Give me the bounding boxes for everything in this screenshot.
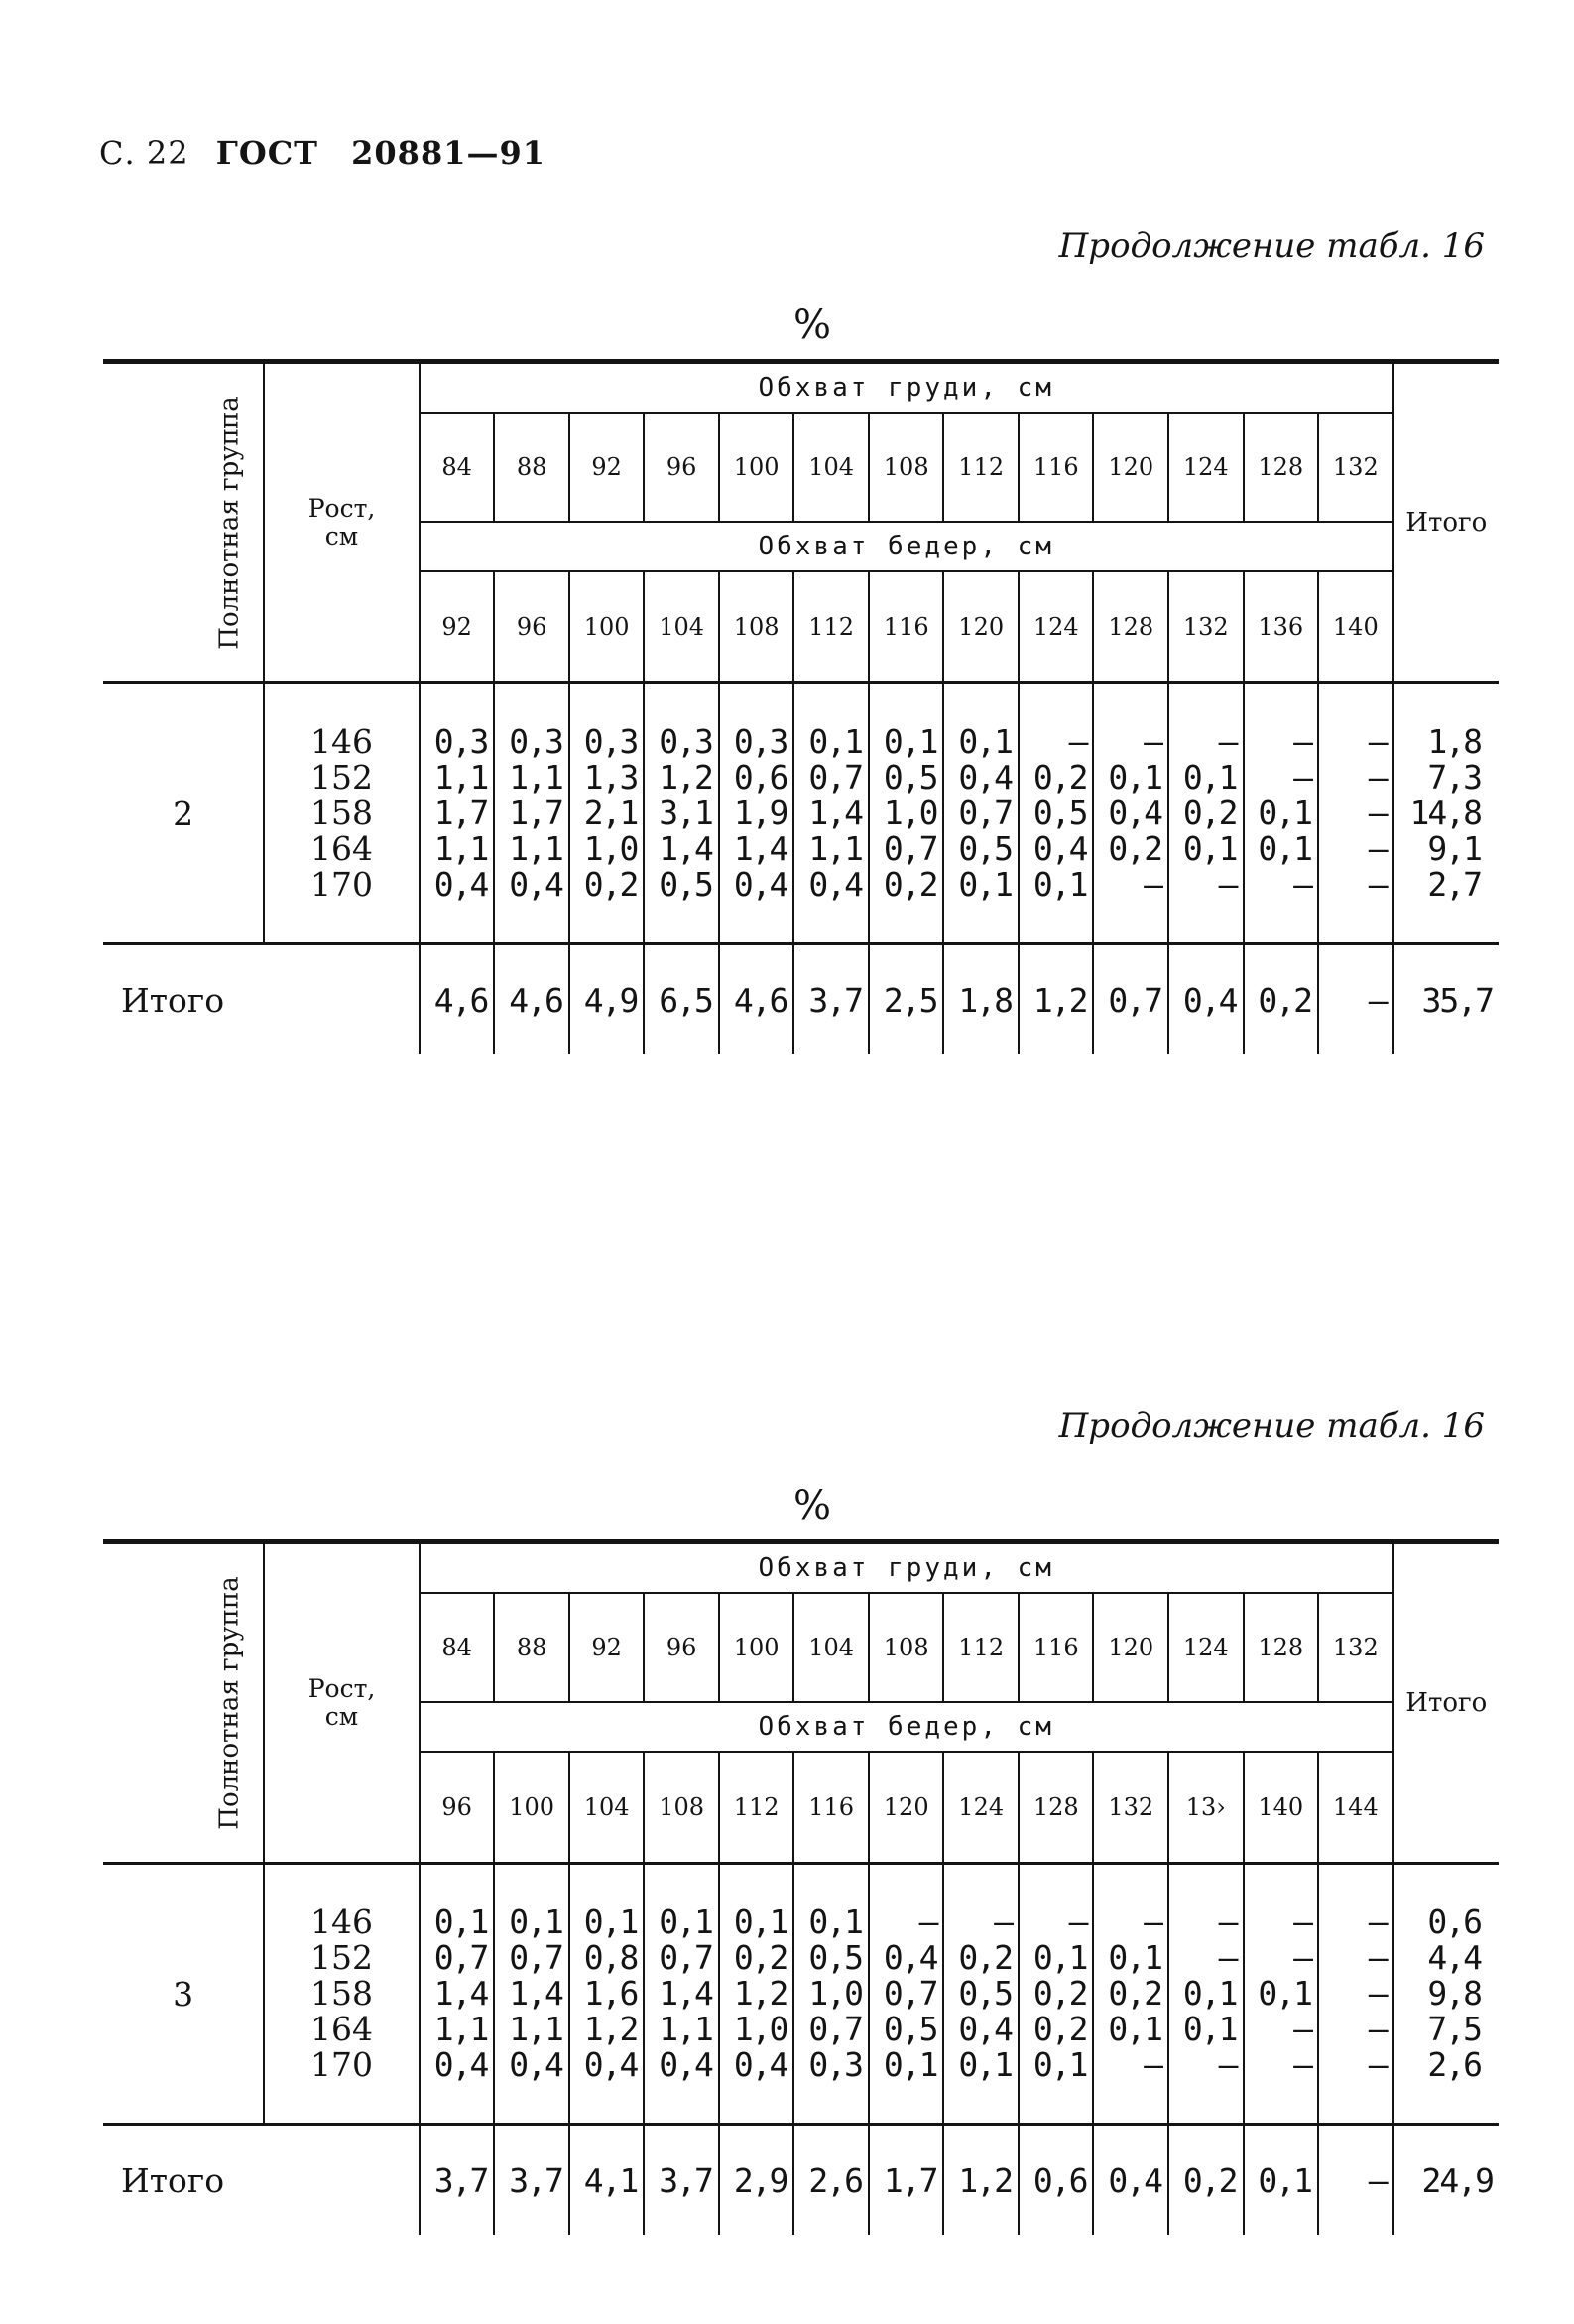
percent-cell: 0,7 [808,2010,862,2048]
percent-cell: — [1368,1974,1387,2013]
hip-size: 13› [1168,1752,1244,1864]
fullness-group: 3 [103,1864,264,2125]
percent-cell: 0,7 [883,1974,937,2013]
hip-size: 136 [1244,571,1319,683]
unit-label: % [793,303,832,348]
column-total: 2,5 [869,944,944,1055]
percent-cell: 0,1 [1032,2045,1087,2084]
percent-cell: 0,1 [1182,2010,1237,2048]
hip-header: Обхват бедер, см [420,1702,1393,1752]
size-distribution-table [103,359,1499,1054]
chest-size: 128 [1244,1593,1319,1702]
percent-cell: — [1293,758,1312,796]
percent-cell: 0,2 [958,1938,1012,1977]
percent-cell: — [1293,1938,1312,1977]
row-total: 2,6 [1427,2045,1481,2084]
percent-cell: — [1293,1902,1312,1941]
column-total: 3,7 [793,944,869,1055]
height-value: 164 [310,829,374,868]
percent-cell: 2,1 [583,794,638,832]
percent-cell: 0,1 [583,1902,638,1941]
percent-cell: 0,1 [509,1902,562,1941]
hip-size: 100 [569,571,645,683]
hip-size: 128 [1019,1752,1094,1864]
percent-cell: 0,2 [733,1938,787,1977]
hip-size: 132 [1093,1752,1168,1864]
percent-cell: 1,1 [808,829,862,868]
percent-cell: 1,4 [509,1974,562,2013]
chest-size: 108 [869,1593,944,1702]
percent-cell: 0,1 [1182,758,1237,796]
percent-cell: 0,1 [733,1902,787,1941]
hip-size: 96 [494,571,569,683]
column-total: 4,6 [420,944,495,1055]
height-value: 146 [310,722,374,761]
percent-cell: 1,0 [583,829,638,868]
total-header: Итого [1393,1542,1499,1864]
percent-cell: 0,3 [433,722,488,761]
chest-size: 96 [644,1593,719,1702]
percent-cell: 0,4 [733,2045,787,2084]
percent-column [1244,683,1319,944]
height-value: 158 [310,794,374,832]
row-total: 0,6 [1427,1902,1481,1941]
percent-cell: 0,7 [883,829,937,868]
percent-cell: 0,2 [1182,794,1237,832]
table-caption: Продолжение табл. 16 [1058,1407,1485,1446]
percent-cell: 1,3 [583,758,638,796]
percent-cell: 0,1 [1108,758,1161,796]
chest-size: 132 [1318,1593,1393,1702]
percent-cell: 0,4 [509,865,562,904]
chest-size: 100 [719,1593,794,1702]
percent-cell: 1,2 [583,2010,638,2048]
percent-cell: 0,1 [808,1902,862,1941]
percent-column [1318,683,1393,944]
height-header [264,362,420,683]
percent-cell: 0,1 [1108,2010,1161,2048]
percent-cell: — [1218,1902,1237,1941]
percent-cell: 0,4 [883,1938,937,1977]
percent-cell: 1,1 [433,829,488,868]
percent-cell: 0,1 [1258,829,1312,868]
percent-cell: 0,1 [1108,1938,1161,1977]
height-value: 152 [310,758,374,796]
percent-cell: 1,1 [433,2010,488,2048]
percent-cell: 0,7 [659,1938,712,1977]
percent-column [420,1864,495,2125]
percent-column [569,1864,645,2125]
row-total-list [1393,1864,1499,2125]
column-total: 3,7 [644,2125,719,2236]
percent-cell: — [1144,1902,1161,1941]
percent-cell: 1,0 [733,2010,787,2048]
column-total: — [1318,2125,1393,2236]
percent-cell: 1,7 [509,794,562,832]
chest-size: 124 [1168,1593,1244,1702]
percent-column [793,1864,869,2125]
percent-column [420,683,495,944]
percent-cell: 0,5 [883,758,937,796]
column-total: 0,1 [1244,2125,1319,2236]
chest-size: 124 [1168,413,1244,522]
percent-column [644,1864,719,2125]
percent-cell: 0,1 [883,2045,937,2084]
column-total: 1,2 [943,2125,1019,2236]
column-total: 0,4 [1093,2125,1168,2236]
percent-cell: 0,2 [1032,2010,1087,2048]
chest-size: 100 [719,413,794,522]
percent-cell: 0,2 [1032,1974,1087,2013]
percent-cell: — [1218,2045,1237,2084]
hip-size: 108 [719,571,794,683]
percent-cell: 0,1 [659,1902,712,1941]
percent-cell: 0,8 [583,1938,638,1977]
percent-cell: 0,2 [583,865,638,904]
fullness-group: 2 [103,683,264,944]
height-header [264,1542,420,1864]
row-total: 2,7 [1427,865,1481,904]
group-header [103,1542,264,1864]
percent-cell: 1,4 [659,829,712,868]
percent-cell: 0,3 [808,2045,862,2084]
percent-cell: 0,4 [958,758,1012,796]
percent-cell: 0,3 [583,722,638,761]
percent-cell: — [1368,1938,1387,1977]
percent-column [719,1864,794,2125]
percent-cell: 0,5 [1032,794,1087,832]
column-total: 1,2 [1019,944,1094,1055]
percent-cell: 0,4 [433,2045,488,2084]
hip-size: 144 [1318,1752,1393,1864]
percent-cell: 1,1 [433,758,488,796]
hip-size: 128 [1093,571,1168,683]
hip-size: 120 [869,1752,944,1864]
column-total: 4,9 [569,944,645,1055]
percent-cell: 0,7 [958,794,1012,832]
percent-cell: 1,4 [659,1974,712,2013]
percent-cell: — [1144,865,1161,904]
height-value: 152 [310,1938,374,1977]
percent-cell: — [1368,1902,1387,1941]
grand-total: 35,7 [1393,944,1499,1055]
percent-cell: — [1368,2045,1387,2084]
percent-cell: 1,2 [659,758,712,796]
percent-cell: 0,4 [1032,829,1087,868]
row-total: 4,4 [1427,1938,1481,1977]
percent-column [1093,683,1168,944]
column-total: 0,2 [1168,2125,1244,2236]
chest-size: 104 [793,413,869,522]
percent-cell: 0,5 [883,2010,937,2048]
column-total: 1,7 [869,2125,944,2236]
chest-size: 116 [1019,413,1094,522]
height-value: 158 [310,1974,374,2013]
hip-size: 124 [943,1752,1019,1864]
hip-size: 116 [869,571,944,683]
height-value: 170 [310,865,374,904]
total-row-label: Итого [103,2125,420,2236]
height-list [264,1864,420,2125]
percent-column [1019,683,1094,944]
percent-column [793,683,869,944]
percent-cell: — [1218,865,1237,904]
percent-cell: 0,5 [808,1938,862,1977]
hip-size: 140 [1244,1752,1319,1864]
group-header [103,362,264,683]
hip-size: 124 [1019,571,1094,683]
page-header [99,134,545,172]
group-header-text: Полнотная группа [214,1576,245,1830]
row-total: 9,1 [1427,829,1481,868]
table-caption: Продолжение табл. 16 [1058,226,1485,266]
percent-cell: 1,1 [509,829,562,868]
row-total: 7,5 [1427,2010,1481,2048]
percent-column [1093,1864,1168,2125]
column-total: 1,8 [943,944,1019,1055]
hip-size: 108 [644,1752,719,1864]
percent-cell: 0,2 [1032,758,1087,796]
percent-column [494,1864,569,2125]
percent-cell: 0,3 [659,722,712,761]
chest-size: 112 [943,1593,1019,1702]
row-total-list [1393,683,1499,944]
percent-cell: 0,4 [958,2010,1012,2048]
percent-cell: — [1068,722,1087,761]
size-distribution-table [103,1539,1499,2235]
percent-cell: 0,7 [808,758,862,796]
hip-size: 100 [494,1752,569,1864]
percent-cell: — [1293,722,1312,761]
total-row-label: Итого [103,944,420,1055]
percent-cell: 1,0 [808,1974,862,2013]
percent-cell: 1,6 [583,1974,638,2013]
hip-size: 120 [943,571,1019,683]
chest-header: Обхват груди, см [420,362,1393,414]
percent-cell: 1,1 [509,2010,562,2048]
chest-header: Обхват груди, см [420,1542,1393,1594]
percent-cell: 0,6 [733,758,787,796]
percent-column [644,683,719,944]
height-value: 146 [310,1902,374,1941]
percent-column [869,1864,944,2125]
chest-size: 108 [869,413,944,522]
group-header-text: Полнотная группа [214,396,245,650]
column-total: 4,6 [719,944,794,1055]
column-total: 4,1 [569,2125,645,2236]
percent-cell: — [1368,794,1387,832]
percent-cell: 0,5 [958,829,1012,868]
height-header-line: см [324,1702,359,1731]
percent-cell: 1,4 [808,794,862,832]
column-total: 3,7 [494,2125,569,2236]
percent-cell: 0,3 [509,722,562,761]
percent-cell: 0,1 [433,1902,488,1941]
percent-cell: 0,1 [1258,794,1312,832]
percent-cell: — [1368,722,1387,761]
percent-cell: 0,1 [883,722,937,761]
chest-size: 120 [1093,1593,1168,1702]
percent-cell: 0,1 [1258,1974,1312,2013]
column-total: 0,2 [1244,944,1319,1055]
percent-cell: — [1293,2045,1312,2084]
percent-cell: 0,2 [1108,1974,1161,2013]
row-total: 1,8 [1427,722,1481,761]
column-total: 0,6 [1019,2125,1094,2236]
percent-cell: — [1368,865,1387,904]
height-header-line: Рост, [307,1674,376,1703]
percent-cell: — [1368,2010,1387,2048]
percent-cell: 1,2 [733,1974,787,2013]
percent-column [1168,1864,1244,2125]
percent-column [494,683,569,944]
percent-cell: 1,1 [659,2010,712,2048]
percent-column [943,683,1019,944]
hip-size: 140 [1318,571,1393,683]
percent-cell: — [1368,758,1387,796]
percent-cell: — [1218,722,1237,761]
percent-cell: — [1218,1938,1237,1977]
percent-cell: 0,4 [1108,794,1161,832]
percent-cell: 0,1 [958,2045,1012,2084]
percent-column [869,683,944,944]
percent-cell: 0,4 [583,2045,638,2084]
chest-size: 120 [1093,413,1168,522]
percent-cell: 0,7 [433,1938,488,1977]
percent-cell: 0,4 [659,2045,712,2084]
percent-cell: 0,3 [733,722,787,761]
percent-cell: 0,1 [958,865,1012,904]
percent-cell: — [1144,2045,1161,2084]
total-header: Итого [1393,362,1499,683]
column-total: 2,9 [719,2125,794,2236]
percent-cell: 0,4 [433,865,488,904]
percent-cell: 1,1 [509,758,562,796]
percent-cell: 3,1 [659,794,712,832]
percent-cell: 0,2 [1108,829,1161,868]
percent-column [1168,683,1244,944]
height-value: 164 [310,2010,374,2048]
percent-cell: 1,4 [733,829,787,868]
percent-cell: 0,5 [958,1974,1012,2013]
percent-cell: — [1144,722,1161,761]
hip-size: 112 [719,1752,794,1864]
percent-column [1318,1864,1393,2125]
percent-cell: 1,7 [433,794,488,832]
row-total: 14,8 [1409,794,1481,832]
column-total: — [1318,944,1393,1055]
hip-size: 116 [793,1752,869,1864]
percent-cell: — [1293,2010,1312,2048]
percent-column [1244,1864,1319,2125]
chest-size: 132 [1318,413,1393,522]
percent-cell: 0,1 [1032,865,1087,904]
hip-size: 96 [420,1752,495,1864]
percent-cell: — [1068,1902,1087,1941]
standard-number: 20881—91 [351,134,545,172]
percent-cell: 1,4 [433,1974,488,2013]
hip-header: Обхват бедер, см [420,522,1393,571]
column-total: 6,5 [644,944,719,1055]
percent-cell: 0,4 [808,865,862,904]
chest-size: 104 [793,1593,869,1702]
chest-size: 88 [494,1593,569,1702]
column-total: 2,6 [793,2125,869,2236]
height-list [264,683,420,944]
page-number: С. 22 [99,134,189,172]
chest-size: 128 [1244,413,1319,522]
height-header-line: см [324,522,359,550]
column-total: 0,4 [1168,944,1244,1055]
percent-cell: 0,1 [1182,1974,1237,2013]
chest-size: 92 [569,413,645,522]
percent-column [719,683,794,944]
hip-size: 104 [644,571,719,683]
chest-size: 88 [494,413,569,522]
grand-total: 24,9 [1393,2125,1499,2236]
chest-size: 116 [1019,1593,1094,1702]
hip-size: 92 [420,571,495,683]
hip-size: 104 [569,1752,645,1864]
chest-size: 112 [943,413,1019,522]
percent-cell: 0,5 [659,865,712,904]
percent-cell: 0,1 [808,722,862,761]
percent-column [943,1864,1019,2125]
chest-size: 96 [644,413,719,522]
percent-cell: — [1368,829,1387,868]
percent-cell: 0,1 [1032,1938,1087,1977]
column-total: 0,7 [1093,944,1168,1055]
gost-label: ГОСТ [215,134,318,172]
percent-column [1019,1864,1094,2125]
percent-cell: 0,2 [883,865,937,904]
percent-cell: — [994,1902,1012,1941]
row-total: 7,3 [1427,758,1481,796]
row-total: 9,8 [1427,1974,1481,2013]
height-value: 170 [310,2045,374,2084]
percent-column [569,683,645,944]
chest-size: 92 [569,1593,645,1702]
percent-cell: — [918,1902,937,1941]
chest-size: 84 [420,1593,495,1702]
percent-cell: 0,4 [509,2045,562,2084]
height-header-line: Рост, [307,494,376,523]
percent-cell: 0,4 [733,865,787,904]
column-total: 3,7 [420,2125,495,2236]
percent-cell: 0,1 [1182,829,1237,868]
percent-cell: 0,1 [958,722,1012,761]
column-total: 4,6 [494,944,569,1055]
percent-cell: — [1293,865,1312,904]
unit-label: % [793,1483,832,1529]
percent-cell: 1,0 [883,794,937,832]
hip-size: 112 [793,571,869,683]
hip-size: 132 [1168,571,1244,683]
percent-cell: 1,9 [733,794,787,832]
percent-cell: 0,7 [509,1938,562,1977]
chest-size: 84 [420,413,495,522]
